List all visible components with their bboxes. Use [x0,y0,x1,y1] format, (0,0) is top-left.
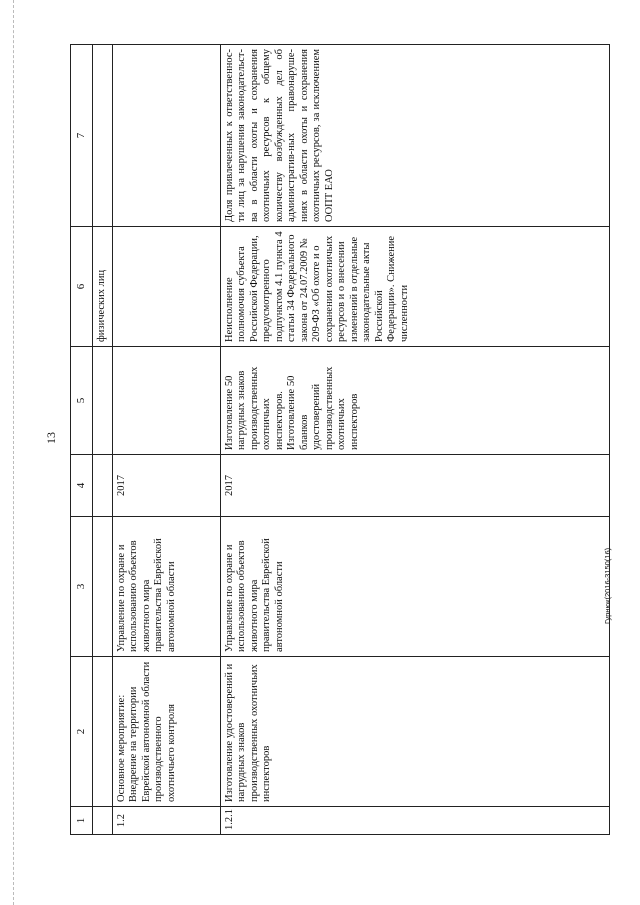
measure-name: Основное мероприятие: Внедрение на территории Еврейской автономной области производственного охотничьего контроля [112,657,220,807]
header-col-6: 6 [71,227,93,347]
table-row [220,45,610,835]
indicator-link [112,45,220,227]
expected-result: Изготовление 50 нагрудных знаков производственных охотничьих инспекторов. Изготовление 50 бланков удостоверений производственных охотничьих инспекторов [220,347,610,455]
header-col-5: 5 [71,347,93,455]
header-col-1: 1 [71,807,93,835]
implementation-period: 2017 [220,455,610,517]
measure-name: Изготовление удостоверений и нагрудных знаков производственных охотничьих инспекторов [220,657,610,807]
header-col-7: 7 [71,45,93,227]
row-number: 1.2 [112,807,220,835]
expected-result [112,347,220,455]
responsible-executor: Управление по охране и использованию объектов животного мира правительства Еврейской автономной области [220,517,610,657]
continuation-text: физических лиц [93,227,113,347]
page-number: 13 [44,432,58,444]
row-number: 1.2.1 [220,807,610,835]
consequences: Неисполнение полномочия субъекта Российской Федерации, предусмотренного подпунктом 4.1 пункта 4 статьи 34 Федерального закона от 24.07.2009 № 209-ФЗ «Об охоте и о сохранении охотничьих ресурсов и о внесении изменений в отдельные законодательные акты Российской Федерации». Снижение численности [220,227,610,347]
document-footer-code: Гурнюк(2016-3150(16) [603,547,612,624]
indicator-link: Доля привлеченных к ответственнос-ти лиц за нарушения законодательст-ва в области охоты и сохранения охотничьих ресурсов к общему количеству возбужденных дел об административ-ных правонаруше-ниях в области охоты и сохранения охотничьих ресурсов, за исключением ООПТ ЕАО [220,45,610,227]
consequences [112,227,220,347]
header-col-2: 2 [71,657,93,807]
header-col-3: 3 [71,517,93,657]
responsible-executor: Управление по охране и использованию объектов животного мира правительства Еврейской автономной области [112,517,220,657]
table-row [112,45,220,835]
header-col-4: 4 [71,455,93,517]
implementation-period: 2017 [112,455,220,517]
continuation-row [93,45,113,835]
rotated-table-wrapper [70,45,610,835]
header-row [71,45,93,835]
program-table [70,44,610,835]
